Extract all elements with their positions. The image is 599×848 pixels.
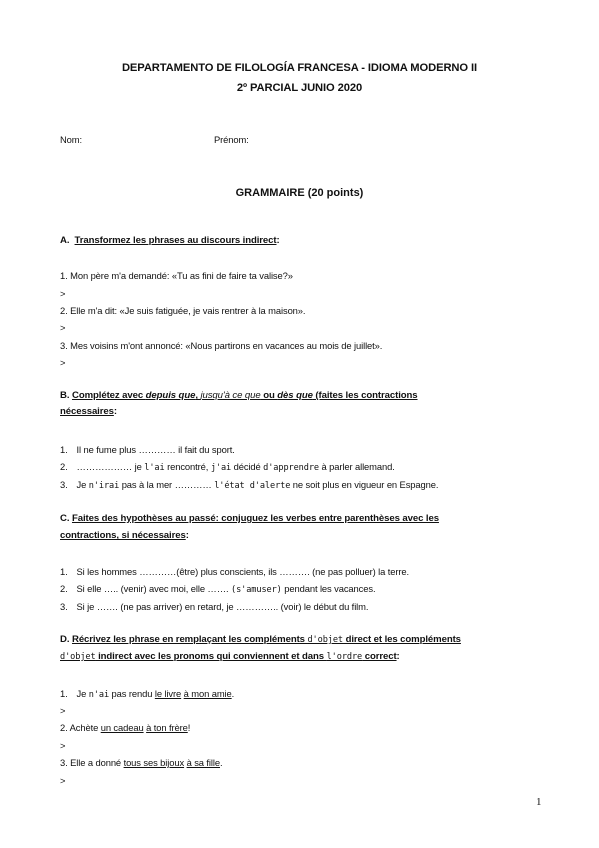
section-a-item-3: 3. Mes voisins m'ont annoncé: «Nous partirons en vacances au mois de juillet». (60, 340, 383, 351)
item-number: 3. (60, 601, 68, 612)
section-d-title: direct et les compléments (343, 634, 461, 645)
item-text: 2. Achète (60, 722, 101, 733)
section-a-item-1: 1. Mon père m'a demandé: «Tu as fini de faire ta valise?» (60, 270, 293, 281)
item-text-underlined: à sa fille (186, 757, 220, 768)
item-text: . (220, 757, 223, 768)
item-number: 2. (60, 583, 68, 594)
item-text: Je (76, 479, 89, 490)
item-text: ……………… je (76, 461, 145, 472)
answer-marker: > (60, 288, 66, 299)
section-c-letter: C. (60, 513, 70, 524)
item-number: 2. (60, 461, 68, 472)
item-text-contraction: l'état d'alerte (214, 481, 291, 491)
item-text: décidé (231, 461, 264, 472)
section-b-conj-1: depuis que (145, 390, 196, 401)
section-c-colon: : (185, 530, 189, 541)
answer-marker: > (60, 357, 66, 368)
section-b-item-3 (60, 479, 438, 491)
section-a-item-2: 2. Elle m'a dit: «Je suis fatiguée, je vais rentrer à la maison». (60, 305, 306, 316)
answer-marker: > (60, 740, 66, 751)
item-text: . (231, 688, 235, 699)
item-text: Si elle ….. (venir) avec moi, elle ……. (76, 583, 231, 594)
item-text-contraction: l'ai (144, 463, 165, 473)
section-b-heading-line2 (60, 406, 117, 417)
section-b-title-part: Complétez avec (71, 390, 146, 401)
exam-subtitle: 2º PARCIAL JUNIO 2020 (236, 82, 363, 94)
section-b-conj-3: dès que (277, 390, 313, 401)
department-title: DEPARTAMENTO DE FILOLOGÍA FRANCESA - IDIOMA MODERNO II (121, 62, 478, 74)
section-b-letter: B. (60, 390, 70, 401)
item-text-underlined: à ton frère (146, 722, 188, 733)
item-text-underlined: le livre (154, 688, 182, 699)
item-text-underlined: à mon amie (183, 688, 232, 699)
section-d-title: correct (362, 651, 397, 662)
section-b-conj-2: jusqu'à ce que (200, 390, 261, 401)
section-c-item-3 (60, 601, 368, 612)
item-text: Si je ……. (ne pas arriver) en retard, je ………….. (voir) le début du film. (76, 601, 369, 612)
item-text: pas rendu (109, 688, 155, 699)
section-d-heading (60, 634, 461, 645)
section-b-title-part: , (195, 390, 201, 401)
section-d-colon: : (396, 651, 400, 662)
section-d-title-contraction: d'objet (60, 652, 96, 662)
item-text-contraction: (s'amuser) (231, 585, 282, 595)
section-a-heading (60, 235, 280, 246)
item-text-underlined: tous ses bijoux (123, 757, 185, 768)
section-d-item-1 (60, 688, 234, 700)
item-text: pendant les vacances. (281, 583, 376, 594)
section-b-item-1 (60, 444, 235, 455)
section-c-title: contractions, si nécessaires (60, 530, 186, 541)
answer-marker: > (60, 705, 66, 716)
section-b-colon: : (113, 406, 117, 417)
grammar-heading: GRAMMAIRE (20 points) (235, 187, 364, 199)
item-number: 3. (60, 479, 68, 490)
item-text: pas à la mer ………… (119, 479, 215, 490)
item-text-underlined: un cadeau (100, 722, 144, 733)
section-d-title-contraction: l'ordre (326, 652, 363, 662)
section-c-item-2 (60, 583, 375, 595)
section-c-heading (60, 513, 439, 524)
item-number: 1. (60, 444, 68, 455)
section-a-colon: : (276, 235, 280, 246)
section-d-letter: D. (60, 634, 70, 645)
section-b-item-2 (60, 461, 395, 473)
item-text-contraction: j'ai (210, 463, 232, 473)
section-d-item-2 (60, 722, 190, 733)
item-text-contraction: n'irai (88, 481, 120, 491)
answer-marker: > (60, 322, 66, 333)
item-text: ! (187, 722, 191, 733)
item-text-contraction: d'apprendre (263, 463, 319, 473)
section-c-item-1 (60, 566, 409, 577)
section-d-item-3 (60, 757, 223, 768)
item-number: 1. (60, 566, 68, 577)
section-b-title-part: nécessaires (60, 406, 114, 417)
section-d-title: Récrivez les phrase en remplaçant les compléments (71, 634, 308, 645)
section-d-heading-line2 (60, 651, 400, 662)
section-b-heading (60, 390, 418, 401)
section-d-title-contraction: d'objet (307, 635, 344, 645)
section-d-title: indirect avec les pronoms qui conviennent et dans (95, 651, 327, 662)
item-text-contraction: n'ai (88, 690, 110, 700)
item-text: ne soit plus en vigueur en Espagne. (290, 479, 439, 490)
section-c-title: Faites des hypothèses au passé: conjuguez les verbes entre parenthèses avec les (71, 513, 439, 524)
item-text: Il ne fume plus ………… il fait du sport. (76, 444, 235, 455)
section-b-title-part: ou (260, 390, 278, 401)
section-c-heading-line2 (60, 530, 189, 541)
prenom-label: Prénom: (214, 134, 249, 145)
section-a-letter: A. (60, 235, 70, 246)
item-text: 3. Elle a donné (60, 757, 124, 768)
item-text: à parler allemand. (318, 461, 395, 472)
section-a-title: Transformez les phrases au discours indirect (74, 235, 277, 246)
item-text: Si les hommes …………(être) plus conscients, ils ………. (ne pas polluer) la terre. (76, 566, 410, 577)
item-text: Je (76, 688, 89, 699)
item-text: rencontré, (164, 461, 211, 472)
item-number: 1. (60, 688, 68, 699)
page-number: 1 (536, 796, 542, 808)
answer-marker: > (60, 775, 66, 786)
nom-label: Nom: (60, 134, 82, 145)
section-b-title-part: (faites les contractions (312, 390, 418, 401)
